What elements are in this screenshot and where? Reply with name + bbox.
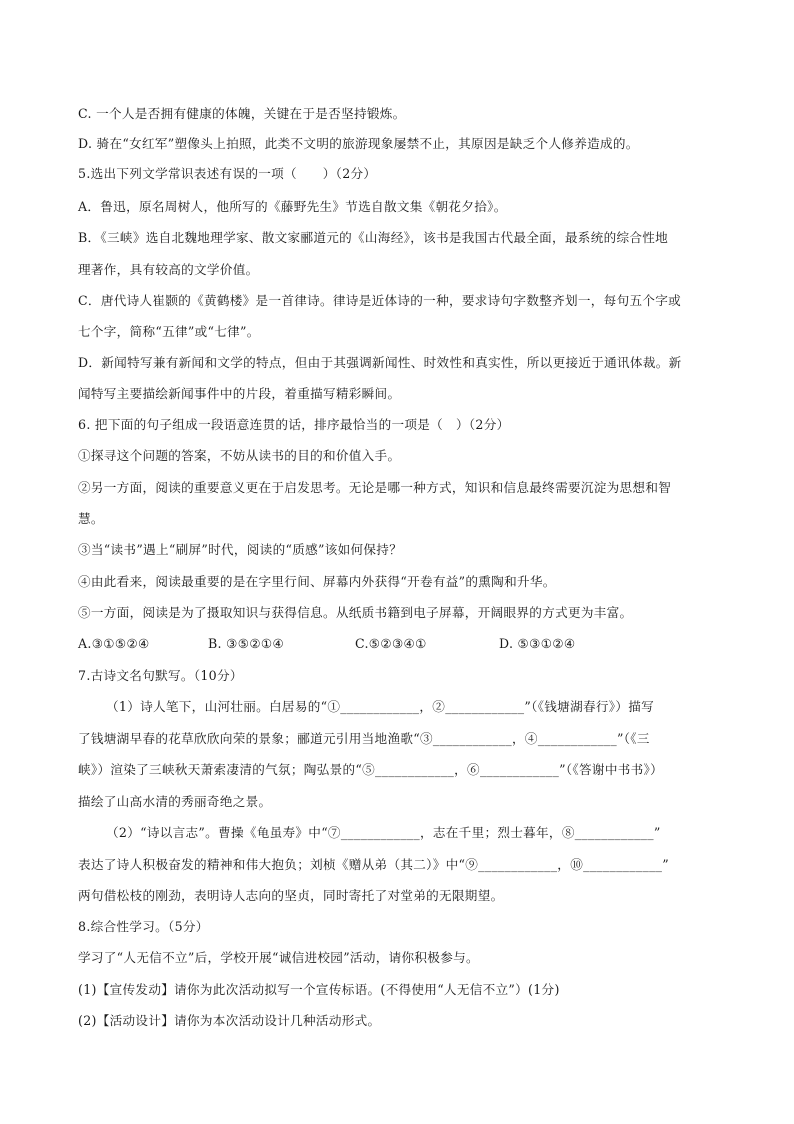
- q7-part1: （1）诗人笔下，山河壮丽。白居易的“①____________，②____________”（《钱塘湖春行》）描写: [106, 699, 655, 714]
- q5-option-a: A．鲁迅，原名周树人，他所写的《藤野先生》节选自散文集《朝花夕拾》。: [78, 199, 507, 214]
- q5-option-d: D．新闻特写兼有新闻和文学的特点，但由于其强调新闻性、时效性和真实性，所以更接近于通讯体裁。新: [78, 355, 682, 370]
- q7-part1-cont1: 了钱塘湖早春的花草欣欣向荣的景象；郦道元引用当地渔歌“③____________，④____________”（《三: [78, 731, 650, 746]
- q5-option-c-cont: 七个字，简称“五律”或“七律”。: [78, 324, 260, 339]
- q7-part2-cont2: 两句借松枝的刚劲，表明诗人志向的坚贞，同时寄托了对堂弟的无限期望。: [78, 888, 504, 903]
- q8-intro: 学习了“人无信不立”后，学校开展“诚信进校园”活动，请你积极参与。: [78, 950, 479, 965]
- q7-part2-cont1: 表达了诗人积极奋发的精神和伟大抱负；刘桢《赠从弟（其二）》中“⑨____________，⑩____________”: [78, 857, 669, 872]
- q6-sentence-2-cont: 慧。: [78, 511, 104, 526]
- q6-sentence-4: ④由此看来，阅读最重要的是在字里行间、屏幕内外获得“开卷有益”的熏陶和升华。: [78, 574, 556, 589]
- q5-option-c: C．唐代诗人崔颢的《黄鹤楼》是一首律诗。律诗是近体诗的一种，要求诗句字数整齐划一，每句五个字或: [78, 293, 682, 308]
- q7-part2: （2）“诗以言志”。曹操《龟虽寿》中“⑦____________，志在千里；烈士暮年，⑧____________”: [106, 825, 661, 840]
- q8-task1: (1)【宣传发动】请你为此次活动拟写一个宣传标语。(不得使用“人无信不立”）(1分): [78, 982, 560, 997]
- q5-option-b-cont: 理著作，具有较高的文学价值。: [78, 262, 259, 277]
- q6-sentence-2: ②另一方面，阅读的重要意义更在于启发思考。无论是哪一种方式，知识和信息最终需要沉淀为思想和智: [78, 480, 672, 495]
- q6-stem: 6. 把下面的句子组成一段语意连贯的话，排序最恰当的一项是（ ）（2分）: [78, 417, 510, 432]
- q6-option-d: D. ⑤③①②④: [499, 636, 576, 651]
- q7-part1-cont2: 峡》）渲染了三峡秋天萧索凄清的气氛；陶弘景的“⑤____________，⑥____________”（《答谢中书书》）: [78, 762, 663, 777]
- q5-stem: 5.选出下列文学常识表述有误的一项（ ）（2分）: [78, 166, 377, 181]
- q5-option-b: B．《三峡》选自北魏地理学家、散文家郦道元的《山海经》，该书是我国古代最全面，最系统的综合性地: [78, 230, 669, 245]
- q6-sentence-5: ⑤一方面，阅读是为了摄取知识与获得信息。从纸质书籍到电子屏幕，开阔眼界的方式更为丰富。: [78, 605, 633, 620]
- q6-sentence-3: ③当“读书”遇上“刷屏”时代，阅读的“质感”该如何保持？: [78, 542, 403, 557]
- q6-option-c: C.⑤②③④①: [355, 636, 427, 651]
- q7-part1-cont3: 描绘了山高水清的秀丽奇绝之景。: [78, 794, 272, 809]
- q6-option-a: A.③①⑤②④: [78, 636, 150, 651]
- q6-option-b: B. ③⑤②①④: [208, 636, 285, 651]
- q4-option-d: D. 骑在“女红军”塑像头上拍照，此类不文明的旅游现象屡禁不止，其原因是缺乏个人修养造成的。: [78, 136, 639, 151]
- q8-task2: (2)【活动设计】请你为本次活动设计几种活动形式。: [78, 1013, 381, 1028]
- q4-option-c: C. 一个人是否拥有健康的体魄，关键在于是否坚持锻炼。: [78, 106, 406, 121]
- q6-sentence-1: ①探寻这个问题的答案，不妨从读书的目的和价值入手。: [78, 448, 401, 463]
- q8-stem: 8.综合性学习。（5分）: [78, 919, 209, 934]
- q5-option-d-cont: 闻特写主要描绘新闻事件中的片段，着重描写精彩瞬间。: [78, 386, 401, 401]
- q7-stem: 7.古诗文名句默写。（10分）: [78, 668, 243, 683]
